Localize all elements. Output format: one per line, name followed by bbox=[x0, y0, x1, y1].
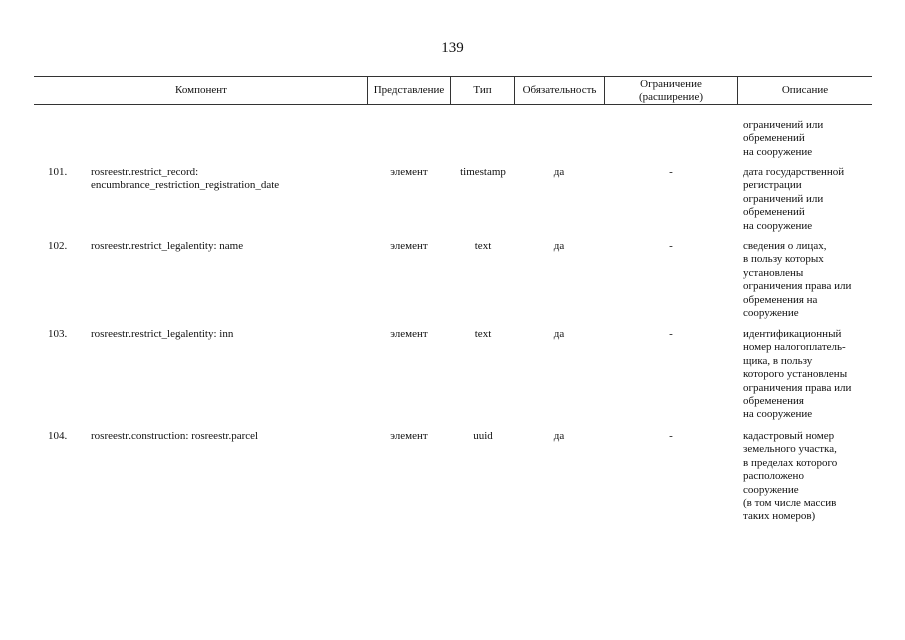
row-component: rosreestr.restrict_legalentity: name bbox=[91, 240, 244, 252]
continuation-description: ограничений или обременений на сооружение bbox=[743, 119, 824, 158]
row-limitation: - bbox=[669, 166, 673, 178]
row-component: rosreestr.construction: rosreestr.parcel bbox=[91, 430, 259, 442]
row-component: rosreestr.restrict_legalentity: inn bbox=[91, 328, 234, 340]
header-description: Описание bbox=[781, 84, 829, 96]
row-type: timestamp bbox=[460, 166, 506, 178]
table-top-rule bbox=[34, 76, 872, 77]
header-representation: Представление bbox=[373, 84, 445, 96]
row-description: кадастровый номер земельного участка, в пределах которого расположено сооружение (в том числе массив таких номеров) bbox=[743, 430, 838, 523]
row-representation: элемент bbox=[390, 328, 428, 340]
row-representation: элемент bbox=[390, 430, 428, 442]
row-number: 102. bbox=[48, 240, 68, 252]
row-type: uuid bbox=[473, 430, 493, 442]
row-limitation: - bbox=[669, 240, 673, 252]
row-component: rosreestr.restrict_record: encumbrance_restriction_registration_date bbox=[91, 166, 280, 192]
header-type: Тип bbox=[473, 84, 492, 96]
row-description: идентификационный номер налогоплатель- щика, в пользу которого установлены ограничения права или обременения на сооружение bbox=[743, 328, 852, 421]
header-required: Обязательность bbox=[522, 84, 597, 96]
row-required: да bbox=[553, 240, 565, 252]
row-number: 101. bbox=[48, 166, 68, 178]
row-limitation: - bbox=[669, 328, 673, 340]
row-required: да bbox=[553, 166, 565, 178]
row-required: да bbox=[553, 328, 565, 340]
row-type: text bbox=[474, 240, 492, 252]
row-description: сведения о лицах, в пользу которых установлены ограничения права или обременения на сооружение bbox=[743, 240, 852, 320]
row-limitation: - bbox=[669, 430, 673, 442]
header-limitation: Ограничение (расширение) bbox=[639, 78, 703, 103]
row-representation: элемент bbox=[390, 240, 428, 252]
row-number: 104. bbox=[48, 430, 68, 442]
header-component: Компонент bbox=[175, 84, 227, 96]
row-required: да bbox=[553, 430, 565, 442]
row-description: дата государственной регистрации ограничений или обременений на сооружение bbox=[743, 166, 845, 232]
row-number: 103. bbox=[48, 328, 68, 340]
table-header-rule bbox=[34, 104, 872, 105]
page-number: 139 bbox=[441, 40, 464, 56]
row-representation: элемент bbox=[390, 166, 428, 178]
row-type: text bbox=[474, 328, 492, 340]
